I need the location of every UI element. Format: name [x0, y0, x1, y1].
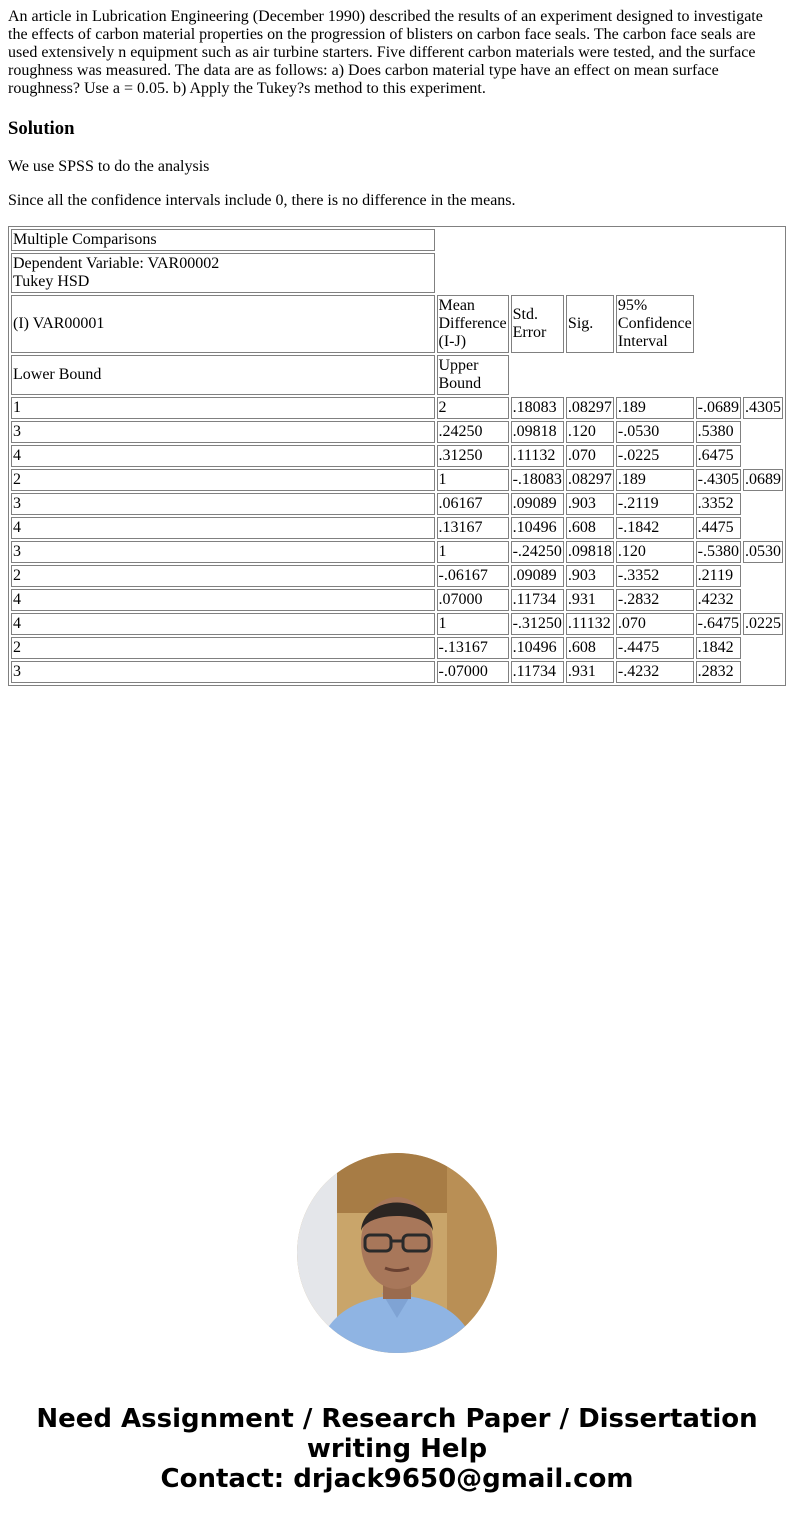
table-cell: .24250 [437, 421, 509, 443]
table-row [11, 469, 783, 491]
table-cell: -.3352 [616, 565, 694, 587]
table-cell: 1 [437, 541, 509, 563]
table-cell: .08297 [566, 397, 614, 419]
table-cell: .10496 [511, 637, 564, 659]
table-cell: .931 [566, 589, 614, 611]
spss-note: We use SPSS to do the analysis [8, 158, 210, 175]
table-cell: .608 [566, 517, 614, 539]
table-cell: -.13167 [437, 637, 509, 659]
table-cell: .0530 [743, 541, 783, 563]
table-cell: -.6475 [696, 613, 741, 635]
table-cell: .11734 [511, 661, 564, 683]
dependent-variable: Dependent Variable: VAR00002 [13, 255, 220, 272]
table-header-row-2 [11, 355, 783, 395]
table-row [11, 661, 783, 683]
table-subtitle-row [11, 253, 783, 293]
table-cell: .0689 [743, 469, 783, 491]
table-row [11, 517, 783, 539]
table-cell: .5380 [696, 421, 741, 443]
table-cell: 4 [11, 445, 435, 467]
table-title: Multiple Comparisons [11, 229, 435, 251]
table-row [11, 613, 783, 635]
table-cell: .11734 [511, 589, 564, 611]
table-cell: .3352 [696, 493, 741, 515]
table-cell: 1 [437, 469, 509, 491]
table-cell: .10496 [511, 517, 564, 539]
table-cell: .6475 [696, 445, 741, 467]
table-row [11, 493, 783, 515]
table-cell: -.06167 [437, 565, 509, 587]
table-cell: 2 [11, 637, 435, 659]
header-lower-bound: Lower Bound [11, 355, 435, 395]
table-row [11, 565, 783, 587]
header-upper-bound: Upper Bound [437, 355, 509, 395]
table-subtitle [11, 253, 435, 293]
header-confidence-interval: 95% Confidence Interval [616, 295, 694, 353]
cta-line-1: Need Assignment / Research Paper / Dissertation [36, 1404, 758, 1434]
table-cell: .09089 [511, 565, 564, 587]
header-std-error: Std. Error [511, 295, 564, 353]
table-cell: .903 [566, 493, 614, 515]
table-cell: -.4232 [616, 661, 694, 683]
table-cell: .931 [566, 661, 614, 683]
table-cell: -.0225 [616, 445, 694, 467]
table-cell: .4232 [696, 589, 741, 611]
solution-heading: Solution [8, 118, 75, 139]
table-cell: .4305 [743, 397, 783, 419]
table-cell: -.1842 [616, 517, 694, 539]
author-photo [297, 1153, 497, 1353]
table-cell: .070 [566, 445, 614, 467]
cta-line-2: writing Help [306, 1434, 488, 1464]
table-cell: 3 [11, 493, 435, 515]
table-cell: -.24250 [511, 541, 564, 563]
table-row [11, 421, 783, 443]
table-row [11, 445, 783, 467]
table-cell: 3 [11, 661, 435, 683]
table-cell: .09818 [511, 421, 564, 443]
table-cell: .13167 [437, 517, 509, 539]
table-cell: .11132 [566, 613, 614, 635]
table-cell: .09089 [511, 493, 564, 515]
table-cell: .120 [616, 541, 694, 563]
table-cell: 3 [11, 421, 435, 443]
table-cell: .0225 [743, 613, 783, 635]
table-cell: .1842 [696, 637, 741, 659]
table-cell: .31250 [437, 445, 509, 467]
table-cell: 3 [11, 541, 435, 563]
table-cell: 4 [11, 589, 435, 611]
article-content [8, 8, 786, 686]
table-title-row [11, 229, 783, 251]
table-cell: 1 [11, 397, 435, 419]
table-cell: -.4305 [696, 469, 741, 491]
table-cell: .2832 [696, 661, 741, 683]
table-cell: .903 [566, 565, 614, 587]
table-cell: 4 [11, 517, 435, 539]
table-cell: .11132 [511, 445, 564, 467]
table-cell: -.07000 [437, 661, 509, 683]
table-row [11, 397, 783, 419]
table-cell: .120 [566, 421, 614, 443]
table-cell: -.5380 [696, 541, 741, 563]
table-cell: .18083 [511, 397, 564, 419]
table-cell: -.4475 [616, 637, 694, 659]
cta-contact-line: Contact: drjack9650@gmail.com [160, 1464, 634, 1494]
table-cell: -.31250 [511, 613, 564, 635]
multiple-comparisons-table [8, 226, 786, 686]
table-cell: .09818 [566, 541, 614, 563]
conclusion-text: Since all the confidence intervals include 0, there is no difference in the means. [8, 192, 516, 209]
table-cell: .06167 [437, 493, 509, 515]
test-method: Tukey HSD [13, 273, 90, 290]
table-cell: -.2119 [616, 493, 694, 515]
table-header-row [11, 295, 783, 353]
table-cell: -.2832 [616, 589, 694, 611]
table-cell: 2 [11, 469, 435, 491]
table-cell: .07000 [437, 589, 509, 611]
table-cell: -.0530 [616, 421, 694, 443]
table-cell: 1 [437, 613, 509, 635]
table-cell: -.0689 [696, 397, 741, 419]
table-cell: 2 [11, 565, 435, 587]
table-cell: 2 [437, 397, 509, 419]
author-portrait-image [297, 1153, 497, 1353]
table-row [11, 589, 783, 611]
table-cell: .189 [616, 397, 694, 419]
table-cell: .2119 [696, 565, 741, 587]
table-cell: .608 [566, 637, 614, 659]
header-i-variable: (I) VAR00001 [11, 295, 435, 353]
table-row [11, 541, 783, 563]
table-cell: .189 [616, 469, 694, 491]
table-cell: -.18083 [511, 469, 564, 491]
table-cell: 4 [11, 613, 435, 635]
table-cell: .08297 [566, 469, 614, 491]
table-row [11, 637, 783, 659]
problem-statement: An article in Lubrication Engineering (December 1990) described the results of an experiment designed to investigate the effects of carbon material properties on the progression of blisters on carbon face seals. The carbon face seals are used extensively n equipment such as air turbine starters. Five different carbon materials were tested, and the surface roughness was measured. The data are as follows: a) Does carbon material type have an effect on mean surface roughness? Use a = 0.05. b) Apply the Tukey?s method to this experiment. [8, 8, 763, 97]
header-mean-difference: Mean Difference (I-J) [437, 295, 509, 353]
header-sig: Sig. [566, 295, 614, 353]
table-cell: .070 [616, 613, 694, 635]
table-cell: .4475 [696, 517, 741, 539]
